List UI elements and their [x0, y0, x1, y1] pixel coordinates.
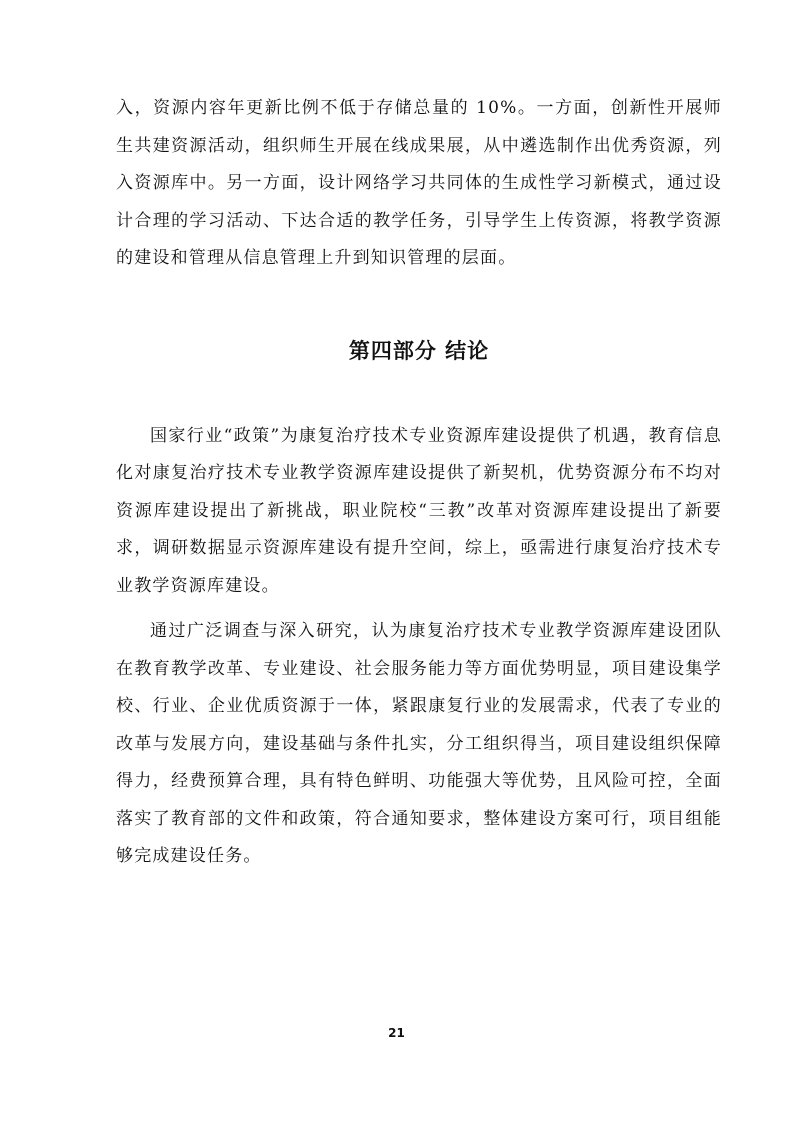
continued-paragraph: 入，资源内容年更新比例不低于存储总量的 10%。一方面，创新性开展师生共建资源活动，组织师生开展在线成果展，从中遴选制作出优秀资源，列入资源库中。另一方面，设计网络学习共同体的生成性学习新模式，通过设计合理的学习活动、下达合适的教学任务，引导学生上传资源，将教学资源的建设和管理从信息管理上升到知识管理的层面。: [116, 98, 722, 268]
page-number: 21: [388, 1026, 405, 1040]
conclusion-paragraph-2: 通过广泛调查与深入研究，认为康复治疗技术专业教学资源库建设团队在教育教学改革、专业建设、社会服务能力等方面优势明显，项目建设集学校、行业、企业优质资源于一体，紧跟康复行业的发展需求，代表了专业的改革与发展方向，建设基础与条件扎实，分工组织得当，项目建设组织保障得力，经费预算合理，具有特色鲜明、功能强大等优势，且风险可控，全面落实了教育部的文件和政策，符合通知要求，整体建设方案可行，项目组能够完成建设任务。: [116, 621, 722, 866]
section-heading: 第四部分 结论: [348, 338, 490, 363]
conclusion-paragraph-1: 国家行业“政策”为康复治疗技术专业资源库建设提供了机遇，教育信息化对康复治疗技术专业教学资源库建设提供了新契机，优势资源分布不均对资源库建设提出了新挑战，职业院校“三教”改革对资源库建设提出了新要求，调研数据显示资源库建设有提升空间，综上，亟需进行康复治疗技术专业教学资源库建设。: [116, 425, 722, 596]
page-content: [116, 90, 722, 876]
